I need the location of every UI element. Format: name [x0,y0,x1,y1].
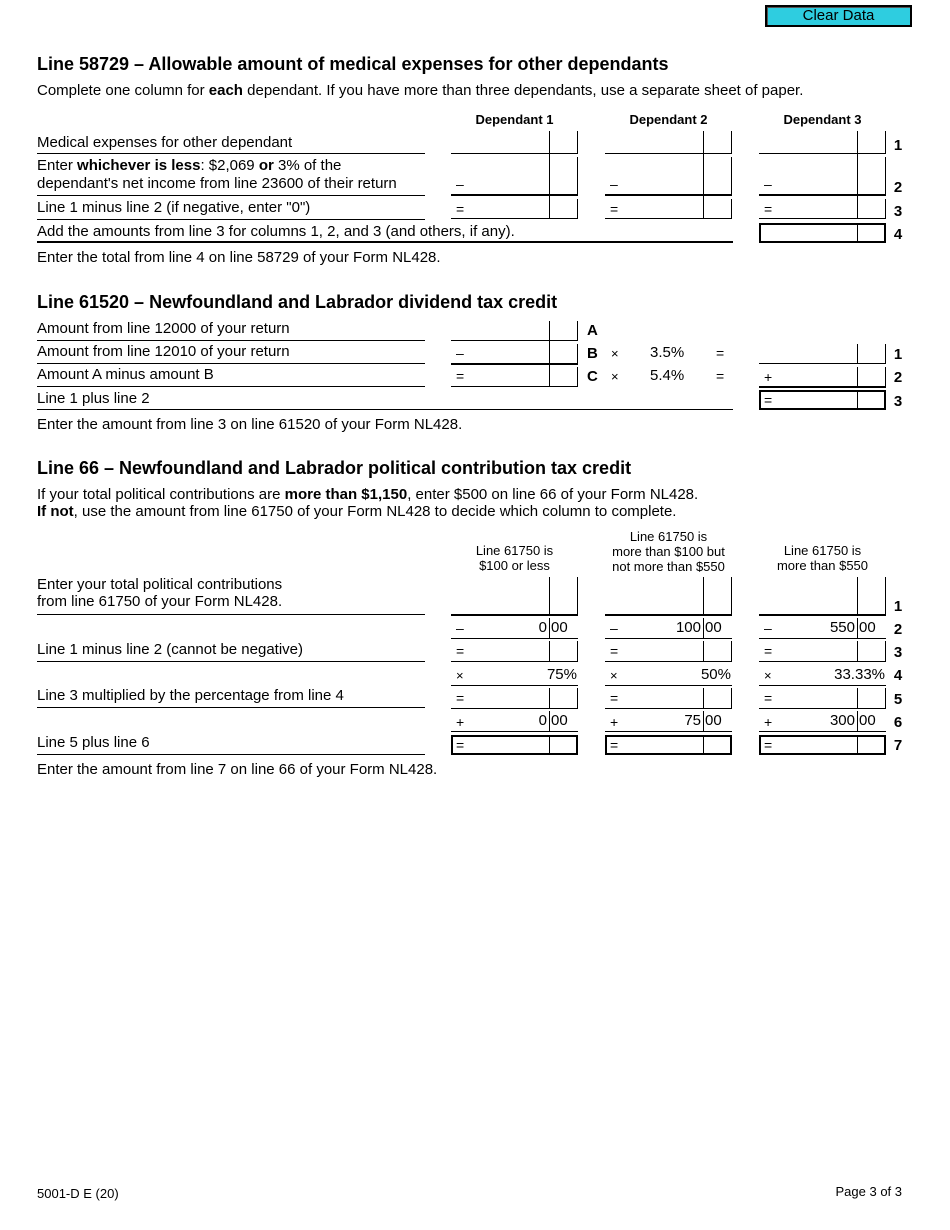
dividend-line2-input[interactable] [778,367,856,385]
line2-cents: 00 [551,619,568,636]
line-number: 4 [893,667,903,684]
row-label-a-minus-b: Amount A minus amount B [37,366,214,383]
line-number: 2 [893,621,903,638]
line-number: 2 [893,179,903,196]
column1-line1-input[interactable] [451,578,549,613]
dividend-line1-input[interactable] [759,344,857,362]
operator-equals: = [610,737,619,753]
section-footer-61520: Enter the amount from line 3 on line 61520 of your Form NL428. [37,416,463,433]
row-label-add-amounts: Add the amounts from line 3 for columns 1, 2, and 3 (and others, if any). [37,223,515,240]
section-intro-58729: Complete one column for each dependant. If you have more than three dependants, use a separate sheet of paper. [37,82,804,99]
column-header-100-or-less: Line 61750 is $100 or less [475,543,554,573]
row-label-net-income: dependant's net income from line 23600 of their return [37,175,397,192]
line4-percentage: 75% [546,666,577,683]
operator-equals: = [456,368,465,384]
column3-line7-box[interactable] [759,735,886,755]
operator-equals: = [764,737,773,753]
section-intro-line-66-b: If not, use the amount from line 61750 of your Form NL428 to decide which column to complete. [37,503,677,520]
line-number: 5 [893,691,903,708]
line-number: 7 [893,737,903,754]
line-number: 3 [893,393,903,410]
section-title-line-66: Line 66 – Newfoundland and Labrador political contribution tax credit [37,458,632,478]
amount-c-input[interactable] [470,367,548,385]
line6-cents: 00 [551,712,568,729]
amount-b-input[interactable] [470,344,548,362]
form-code: 5001-D E (20) [37,1186,119,1201]
row-label-line5-plus-line6: Line 5 plus line 6 [37,734,150,751]
dep3-line2-input[interactable] [759,158,857,192]
operator-plus: + [764,369,773,385]
total-line4-box[interactable] [759,223,886,243]
operator-equals: = [716,368,725,384]
operator-plus: + [456,714,465,730]
line-number: 3 [893,203,903,220]
column1-line7-box[interactable] [451,735,578,755]
line4-percentage: 33.33% [834,666,885,683]
dep3-line3-input[interactable] [778,200,856,217]
operator-equals: = [716,345,725,361]
row-label-line1-minus-line2: Line 1 minus line 2 (if negative, enter "0") [37,199,311,216]
dep1-line3-input[interactable] [470,200,548,217]
line2-dollars: 550 [829,619,855,636]
column-header-dependant-3: Dependant 3 [783,112,862,127]
line-number: 3 [893,644,903,661]
operator-times: × [764,668,772,683]
rate-5-4-percent: 5.4% [650,367,685,384]
line4-percentage: 50% [700,666,731,683]
operator-minus: – [764,176,772,192]
operator-minus: – [764,620,772,636]
section-footer-58729: Enter the total from line 4 on line 58729 of your Form NL428. [37,249,441,266]
rate-3-5-percent: 3.5% [650,344,685,361]
row-label-cannot-be-negative: Line 1 minus line 2 (cannot be negative) [37,641,304,658]
operator-equals: = [610,643,619,659]
line-number: 4 [893,226,903,243]
section-intro-line-66-a: If your total political contributions are more than $1,150, enter $500 on line 66 of your Form NL428. [37,486,699,503]
operator-equals: = [764,643,773,659]
label-a: A [587,322,598,339]
section-footer-line-66: Enter the amount from line 7 on line 66 of your Form NL428. [37,761,438,778]
line6-cents: 00 [705,712,722,729]
dep1-line2-input[interactable] [451,158,549,192]
label-c: C [587,368,598,385]
operator-equals: = [456,737,465,753]
operator-equals: = [610,201,619,217]
line6-cents: 00 [859,712,876,729]
line2-dollars: 0 [538,619,547,636]
row-label-line1-plus-line2: Line 1 plus line 2 [37,390,150,407]
row-label-whichever-less: Enter whichever is less: $2,069 or 3% of the [37,157,342,174]
column-header-dependant-1: Dependant 1 [475,112,554,127]
operator-equals: = [610,690,619,706]
operator-equals: = [456,690,465,706]
dep3-line1-input[interactable] [759,132,857,152]
dep1-line1-input[interactable] [451,132,549,152]
row-label-line-12010: Amount from line 12010 of your return [37,343,290,360]
line6-dollars: 0 [538,712,547,729]
line6-dollars: 300 [829,712,855,729]
operator-times: × [611,369,619,384]
operator-minus: – [456,176,464,192]
line-number: 6 [893,714,903,731]
line2-dollars: 100 [675,619,701,636]
row-label-medical-expenses: Medical expenses for other dependant [37,134,293,151]
operator-minus: – [610,176,618,192]
page-number: Page 3 of 3 [835,1184,902,1199]
operator-times: × [611,346,619,361]
operator-minus: – [456,345,464,361]
dep2-line3-input[interactable] [624,200,702,217]
clear-data-button[interactable]: Clear Data [765,5,912,27]
row-label-multiplied: Line 3 multiplied by the percentage from line 4 [37,687,344,704]
row-label-total-contributions: Enter your total political contributions [37,576,283,593]
section-title-61520: Line 61520 – Newfoundland and Labrador dividend tax credit [37,292,558,312]
operator-plus: + [764,714,773,730]
line-number: 2 [893,369,903,386]
column-header-100-to-550: Line 61750 is more than $100 but not more than $550 [612,529,725,574]
operator-times: × [456,668,464,683]
operator-plus: + [610,714,619,730]
dividend-line3-box[interactable] [759,390,886,410]
line2-cents: 00 [859,619,876,636]
amount-a-input[interactable] [451,321,549,339]
operator-minus: – [456,620,464,636]
column-header-dependant-2: Dependant 2 [629,112,708,127]
line-number: 1 [893,346,903,363]
label-b: B [587,345,598,362]
operator-equals: = [764,392,773,408]
column2-line7-box[interactable] [605,735,732,755]
row-label-line-12000: Amount from line 12000 of your return [37,320,290,337]
operator-equals: = [456,201,465,217]
operator-minus: – [610,620,618,636]
operator-equals: = [764,690,773,706]
operator-times: × [610,668,618,683]
operator-equals: = [456,643,465,659]
line6-dollars: 75 [684,712,701,729]
column-header-more-than-550: Line 61750 is more than $550 [776,543,869,573]
column2-line1-input[interactable] [605,578,703,613]
line2-cents: 00 [705,619,722,636]
line-number: 1 [893,137,903,154]
row-label-from-line-61750: from line 61750 of your Form NL428. [37,593,283,610]
dep2-line1-input[interactable] [605,132,703,152]
line-number: 1 [893,598,903,615]
dep2-line2-input[interactable] [605,158,703,192]
column3-line1-input[interactable] [759,578,857,613]
section-title-58729: Line 58729 – Allowable amount of medical expenses for other dependants [37,54,669,74]
operator-equals: = [764,201,773,217]
